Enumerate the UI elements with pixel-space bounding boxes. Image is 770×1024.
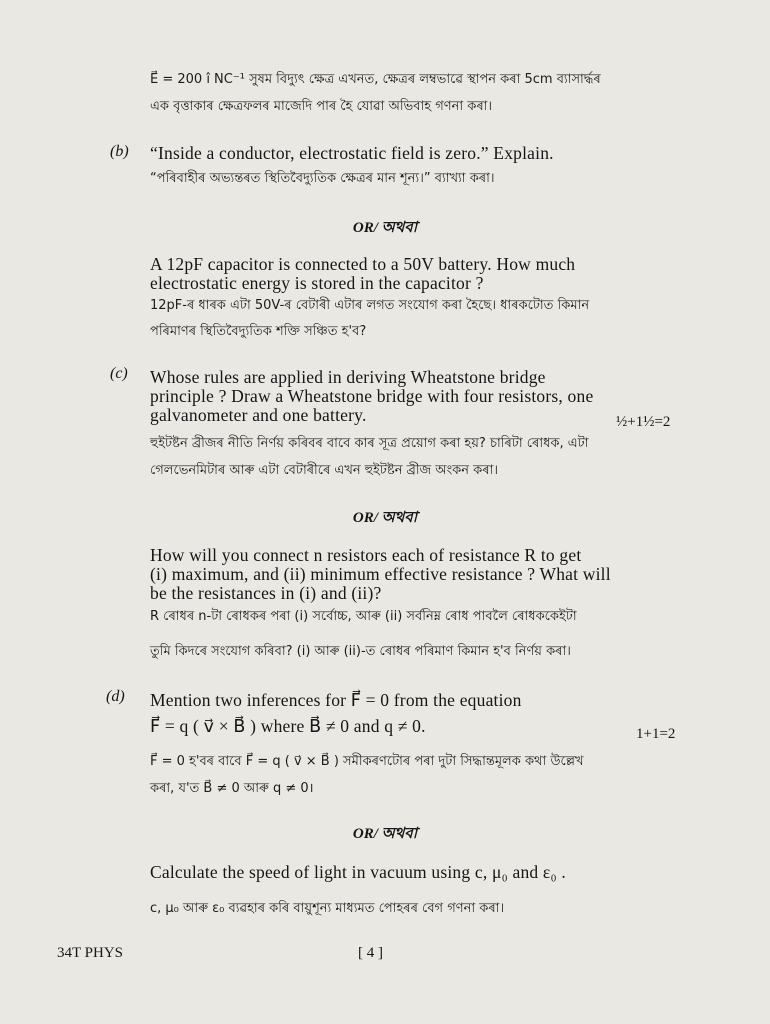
question-b-alt-line-2: electrostatic energy is stored in the capacitor ?	[150, 273, 484, 293]
question-c-marks: ½+1½=2	[616, 414, 671, 430]
question-d-alt-text: Calculate the speed of light in vacuum using c, μ₀ and ε₀ .	[150, 862, 566, 882]
question-c-alt-line-3: be the resistances in (i) and (ii)?	[150, 583, 382, 603]
top-line-2: এক বৃত্তাকাৰ ক্ষেত্ৰফলৰ মাজেদি পাৰ হৈ যোৱা অভিবাহ গণনা কৰা।	[150, 99, 493, 114]
question-d-bengali-1: F⃗ = 0 হ'বৰ বাবে F⃗ = q ( v⃗ × B⃗ ) সমীকৰণটোৰ পৰা দুটা সিদ্ধান্তমূলক কথা উল্লেখ	[150, 754, 584, 769]
question-c-alt-line-2: (i) maximum, and (ii) minimum effective resistance ? What will	[150, 564, 611, 584]
page-number: [ 4 ]	[358, 945, 383, 961]
question-d-label: (d)	[106, 688, 125, 705]
question-b-alt-bengali-1: 12pF-ৰ ধাৰক এটা 50V-ৰ বেটাৰী এটাৰ লগত সংযোগ কৰা হৈছে। ধাৰকটোত কিমান	[150, 298, 590, 313]
or-separator-d: OR/ অথবা	[352, 826, 418, 842]
paper-code: 34T PHYS	[57, 945, 123, 961]
question-c-alt-line-1: How will you connect n resistors each of resistance R to get	[150, 545, 582, 565]
question-c-line-2: principle ? Draw a Wheatstone bridge with four resistors, one	[150, 386, 594, 406]
question-c-line-3: galvanometer and one battery.	[150, 405, 367, 425]
question-c-bengali-1: হুইটষ্টন ব্ৰীজৰ নীতি নিৰ্ণয় কৰিবৰ বাবে কাৰ সূত্ৰ প্ৰয়োগ কৰা হয়? চাৰিটা ৰোধক, এটা	[150, 436, 589, 451]
question-d-alt-bengali: c, μ₀ আৰু ε₀ ব্যৱহাৰ কৰি বায়ুশূন্য মাধ্যমত পোহৰৰ বেগ গণনা কৰা।	[150, 901, 505, 916]
question-c-alt-bengali-2: তুমি কিদৰে সংযোগ কৰিবা? (i) আৰু (ii)-ত ৰোধৰ পৰিমাণ কিমান হ'ব নিৰ্ণয় কৰা।	[150, 644, 571, 659]
question-b-bengali: “পৰিবাহীৰ অভ্যন্তৰত স্থিতিবৈদ্যুতিক ক্ষেত্ৰৰ মান শূন্য।” ব্যাখ্যা কৰা।	[150, 171, 495, 186]
question-b-label: (b)	[110, 143, 129, 160]
question-b-text: “Inside a conductor, electrostatic field is zero.” Explain.	[150, 143, 554, 163]
question-c-alt-bengali-1: R ৰোধৰ n-টা ৰোধকৰ পৰা (i) সৰ্বোচ্চ, আৰু (ii) সৰ্বনিম্ন ৰোধ পাবলৈ ৰোধককেইটা	[150, 609, 577, 624]
or-separator-b: OR/ অথবা	[352, 220, 418, 236]
question-c-line-1: Whose rules are applied in deriving Wheatstone bridge	[150, 367, 546, 387]
question-b-alt-line-1: A 12pF capacitor is connected to a 50V battery. How much	[150, 254, 576, 274]
question-d-line-1: Mention two inferences for F⃗ = 0 from the equation	[150, 690, 522, 710]
or-separator-c: OR/ অথবা	[352, 510, 418, 526]
top-line-1: E⃗ = 200 î NC⁻¹ সুষম বিদ্যুৎ ক্ষেত্ৰ এখনত, ক্ষেত্ৰৰ লম্বভাৱে স্থাপন কৰা 5cm ব্যাসাৰ্দ্ধৰ	[150, 72, 601, 87]
question-d-marks: 1+1=2	[636, 726, 676, 742]
question-b-alt-bengali-2: পৰিমাণৰ স্থিতিবৈদ্যুতিক শক্তি সঞ্চিত হ'ব?	[150, 324, 367, 339]
question-d-line-2: F⃗ = q ( v⃗ × B⃗ ) where B⃗ ≠ 0 and q ≠ 0.	[150, 716, 426, 736]
question-c-bengali-2: গেলভেনমিটাৰ আৰু এটা বেটাৰীৰে এখন হুইটষ্টন ব্ৰীজ অংকন কৰা।	[150, 463, 498, 478]
question-c-label: (c)	[110, 365, 128, 382]
question-d-bengali-2: কৰা, য'ত B⃗ ≠ 0 আৰু q ≠ 0।	[150, 781, 314, 796]
